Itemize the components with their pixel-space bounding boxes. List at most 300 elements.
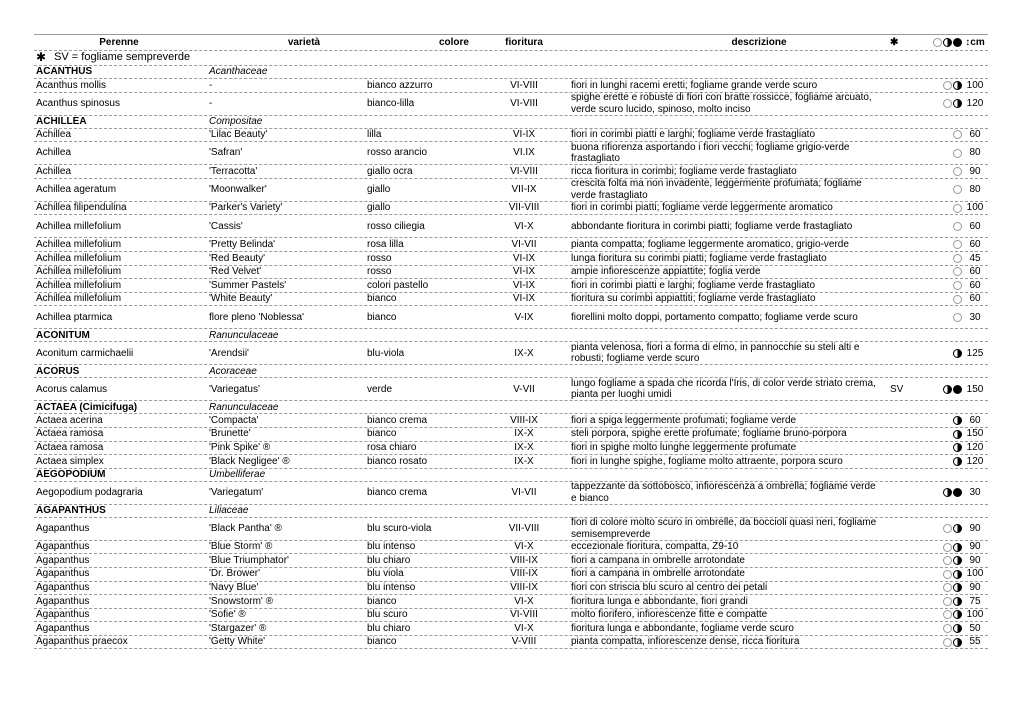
- variety: 'Snowstorm' ®: [209, 595, 273, 607]
- evergreen-flag: [890, 179, 910, 201]
- variety: 'Parker's Variety': [209, 202, 283, 214]
- full-sun-icon: [953, 204, 962, 213]
- table-body: [34, 66, 988, 649]
- flower-color: rosa chiaro: [367, 442, 417, 454]
- plant-name: Aconitum carmichaelii: [36, 347, 134, 359]
- flower-color: bianco-lilla: [367, 97, 415, 109]
- table-row: [34, 215, 988, 238]
- table-row: [34, 165, 988, 179]
- full-shade-icon: [953, 488, 962, 497]
- exposure-icons: [912, 293, 964, 306]
- height-cm: 90: [969, 165, 981, 177]
- description: fioritura su corimbi appiattiti; fogliame verde frastagliato: [571, 293, 816, 305]
- bloom-period: V-VIII: [511, 636, 537, 648]
- bloom-period: VI-VIII: [510, 79, 538, 91]
- plant-name: Actaea ramosa: [36, 442, 104, 454]
- bloom-period: VI.IX: [513, 147, 535, 159]
- height-cm: 60: [969, 266, 981, 278]
- height-cm: 60: [969, 279, 981, 291]
- variety: 'Dr. Brower': [209, 568, 261, 580]
- plant-name: Achillea: [36, 165, 72, 177]
- plant-name: Agapanthus: [36, 622, 90, 634]
- evergreen-flag: [890, 306, 910, 328]
- evergreen-flag: [890, 622, 910, 635]
- variety: 'Variegatus': [209, 383, 260, 395]
- full-sun-icon: [943, 624, 952, 633]
- exposure-icons: [912, 252, 964, 265]
- description: fiori in corimbi piatti e larghi; fogliame verde frastagliato: [571, 279, 815, 291]
- evergreen-flag: [890, 595, 910, 608]
- family-name: ACANTHUS: [36, 66, 93, 78]
- family-name: ACTAEA (Cimicifuga): [36, 401, 138, 413]
- family-name: AGAPANTHUS: [36, 504, 106, 516]
- family-botanical: Ranunculaceae: [209, 401, 279, 413]
- half-shade-icon: [943, 385, 952, 394]
- full-sun-icon: [933, 38, 942, 47]
- variety: 'Summer Pastels': [209, 279, 287, 291]
- bloom-period: V-VII: [513, 383, 535, 395]
- table-row: [34, 582, 988, 596]
- family-botanical: Umbelliferae: [209, 468, 266, 480]
- evergreen-flag: [890, 202, 910, 215]
- height-cm: 90: [969, 554, 981, 566]
- description: fiori con striscia blu scuro al centro dei petali: [571, 582, 768, 594]
- bloom-period: VI-IX: [512, 129, 536, 141]
- exposure-icons: [912, 554, 964, 567]
- header-height-cm: ↕cm: [965, 36, 985, 48]
- variety: flore pleno 'Noblessa': [209, 311, 304, 323]
- full-sun-icon: [953, 167, 962, 176]
- exposure-icons: [912, 568, 964, 581]
- evergreen-flag: [890, 342, 910, 364]
- table-row: [34, 609, 988, 623]
- height-cm: 100: [966, 202, 984, 214]
- table-row: [34, 202, 988, 216]
- table-row: [34, 279, 988, 293]
- family-row: [34, 469, 988, 482]
- plant-name: Achillea ageratum: [36, 184, 117, 196]
- plant-name: Achillea millefolium: [36, 238, 122, 250]
- evergreen-flag: SV: [890, 383, 904, 395]
- half-shade-icon: [953, 81, 962, 90]
- flower-color: blu-viola: [367, 347, 405, 359]
- full-shade-icon: [953, 38, 962, 47]
- flower-color: colori pastello: [367, 279, 429, 291]
- plant-name: Actaea simplex: [36, 455, 104, 467]
- table-row: [34, 595, 988, 609]
- exposure-icons: [912, 636, 964, 649]
- flower-color: rosso: [367, 252, 392, 264]
- evergreen-flag: [890, 215, 910, 237]
- height-cm: 30: [969, 486, 981, 498]
- bloom-period: VIII-IX: [510, 582, 538, 594]
- plant-name: Achillea millefolium: [36, 279, 122, 291]
- full-sun-icon: [943, 99, 952, 108]
- plant-name: Achillea millefolium: [36, 220, 122, 232]
- exposure-icons: [912, 582, 964, 595]
- variety: 'Safran': [209, 147, 243, 159]
- table-row: [34, 428, 988, 442]
- flower-color: rosa lilla: [367, 238, 404, 250]
- exposure-icons: [912, 455, 964, 468]
- plant-name: Agapanthus: [36, 595, 90, 607]
- table-row: [34, 93, 988, 116]
- bloom-period: VI-IX: [512, 252, 536, 264]
- variety: 'Pink Spike' ®: [209, 442, 271, 454]
- bloom-period: VIII-IX: [510, 554, 538, 566]
- flower-color: bianco: [367, 636, 397, 648]
- bloom-period: VI-VII: [511, 238, 537, 250]
- flower-color: lilla: [367, 129, 382, 141]
- evergreen-flag: [890, 582, 910, 595]
- variety: 'Blue Triumphator': [209, 554, 289, 566]
- flower-color: blu intenso: [367, 582, 416, 594]
- flower-color: bianco: [367, 311, 397, 323]
- evergreen-flag: [890, 293, 910, 306]
- evergreen-flag: [890, 636, 910, 649]
- family-name: ACORUS: [36, 365, 80, 377]
- full-sun-icon: [943, 638, 952, 647]
- plant-name: Achillea millefolium: [36, 252, 122, 264]
- exposure-icons: [912, 482, 964, 504]
- flower-color: bianco: [367, 428, 397, 440]
- flower-color: blu viola: [367, 568, 404, 580]
- description: lunga fioritura su corimbi piatti; fogliame verde frastagliato: [571, 252, 827, 264]
- exposure-icons: [912, 622, 964, 635]
- flower-color: giallo: [367, 184, 391, 196]
- full-sun-icon: [953, 149, 962, 158]
- exposure-icons: [912, 129, 964, 142]
- height-cm: 45: [969, 252, 981, 264]
- family-name: ACHILLEA: [36, 115, 87, 127]
- half-shade-icon: [953, 543, 962, 552]
- bloom-period: VIII-IX: [510, 568, 538, 580]
- variety: 'Cassis': [209, 220, 243, 232]
- height-cm: 75: [969, 595, 981, 607]
- half-shade-icon: [953, 556, 962, 565]
- plant-name: Actaea acerina: [36, 414, 103, 426]
- family-row: [34, 66, 988, 79]
- half-shade-icon: [953, 624, 962, 633]
- description: steli porpora, spighe erette profumate; fogliame bruno-porpora: [571, 428, 847, 440]
- description: fiorellini molto doppi, portamento compatto; fogliame verde scuro: [571, 311, 858, 323]
- table-row: [34, 568, 988, 582]
- description: fiori in corimbi piatti; fogliame verde leggermente aromatico: [571, 202, 833, 214]
- evergreen-flag: [890, 266, 910, 279]
- half-shade-icon: [953, 570, 962, 579]
- height-cm: 150: [966, 383, 984, 395]
- table-row: [34, 541, 988, 555]
- exposure-icons: [912, 202, 964, 215]
- bloom-period: VI-IX: [512, 279, 536, 291]
- family-botanical: Acoraceae: [209, 365, 257, 377]
- evergreen-flag: [890, 568, 910, 581]
- flower-color: blu scuro-viola: [367, 522, 432, 534]
- variety: 'Blue Storm' ®: [209, 541, 273, 553]
- half-shade-icon: [953, 457, 962, 466]
- legend-row: [34, 51, 988, 66]
- variety: 'Red Beauty': [209, 252, 266, 264]
- full-sun-icon: [953, 254, 962, 263]
- height-cm: 90: [969, 541, 981, 553]
- plant-catalog-table: [34, 34, 988, 649]
- plant-name: Achillea millefolium: [36, 293, 122, 305]
- evergreen-flag: [890, 414, 910, 427]
- flower-color: giallo: [367, 202, 391, 214]
- family-row: [34, 365, 988, 378]
- table-row: [34, 238, 988, 252]
- legend: [36, 51, 436, 65]
- half-shade-icon: [953, 430, 962, 439]
- flower-color: rosso arancio: [367, 147, 428, 159]
- plant-name: Achillea: [36, 129, 72, 141]
- table-row: [34, 622, 988, 636]
- variety: 'Terracotta': [209, 165, 258, 177]
- half-shade-icon: [943, 488, 952, 497]
- bloom-period: VI-VIII: [510, 609, 538, 621]
- evergreen-header-icon: ✱: [890, 36, 899, 48]
- evergreen-flag: [890, 165, 910, 178]
- variety: 'Black Negligee' ®: [209, 455, 290, 467]
- full-sun-icon: [953, 267, 962, 276]
- full-sun-icon: [943, 583, 952, 592]
- plant-name: Agapanthus: [36, 522, 90, 534]
- full-sun-icon: [953, 281, 962, 290]
- description: buona rifiorenza asportando i fiori vecchi; fogliame grigio-verde frastagliato: [571, 141, 850, 165]
- table-row: [34, 266, 988, 280]
- exposure-icons: [912, 79, 964, 92]
- height-cm: 90: [969, 582, 981, 594]
- plant-name: Achillea: [36, 147, 72, 159]
- variety: 'Variegatum': [209, 486, 264, 498]
- exposure-icons: [912, 595, 964, 608]
- bloom-period: VI-VII: [511, 486, 537, 498]
- bloom-period: VI-X: [514, 595, 534, 607]
- bloom-period: VII-VIII: [508, 522, 540, 534]
- height-cm: 90: [969, 522, 981, 534]
- table-header: [34, 34, 988, 51]
- full-sun-icon: [943, 524, 952, 533]
- height-cm: 60: [969, 238, 981, 250]
- description: pianta compatta; fogliame leggermente aromatico, grigio-verde: [571, 238, 849, 250]
- flower-color: rosso ciliegia: [367, 220, 425, 232]
- flower-color: bianco crema: [367, 414, 428, 426]
- exposure-icons: [912, 414, 964, 427]
- evergreen-flag: [890, 442, 910, 455]
- variety: 'Moonwalker': [209, 184, 267, 196]
- height-cm: 80: [969, 147, 981, 159]
- evergreen-flag: [890, 455, 910, 468]
- variety: 'Arendsii': [209, 347, 249, 359]
- full-sun-icon: [953, 222, 962, 231]
- plant-name: Achillea ptarmica: [36, 311, 113, 323]
- family-botanical: Liliaceae: [209, 504, 249, 516]
- variety: 'Red Velvet': [209, 266, 262, 278]
- height-cm: 120: [966, 97, 984, 109]
- height-cm: 120: [966, 442, 984, 454]
- family-row: [34, 401, 988, 414]
- bloom-period: VI-X: [514, 622, 534, 634]
- family-botanical: Compositae: [209, 115, 263, 127]
- description: fioritura lunga e abbondante, fiori grandi: [571, 595, 748, 607]
- plant-name: Acorus calamus: [36, 383, 108, 395]
- family-row: [34, 505, 988, 518]
- flower-color: bianco: [367, 595, 397, 607]
- full-sun-icon: [943, 81, 952, 90]
- variety: 'Sofie' ®: [209, 609, 246, 621]
- full-shade-icon: [953, 385, 962, 394]
- description: fiori a campana in ombrelle arrotondate: [571, 554, 745, 566]
- half-shade-icon: [953, 524, 962, 533]
- description: spighe erette e robuste di fiori con bratte rossicce, fogliame arcuato, verde scuro lucido, spinoso, molto inciso: [571, 92, 872, 115]
- description: eccezionale fioritura, compatta, Z9-10: [571, 541, 739, 553]
- table-row: [34, 306, 988, 329]
- description: fiori a campana in ombrelle arrotondate: [571, 568, 745, 580]
- header-perenne: Perenne: [99, 36, 139, 48]
- half-shade-icon: [953, 583, 962, 592]
- full-sun-icon: [953, 295, 962, 304]
- exposure-header-icons: [912, 35, 964, 50]
- height-cm: 55: [969, 636, 981, 648]
- exposure-icons: [912, 279, 964, 292]
- evergreen-flag: [890, 609, 910, 622]
- table-row: [34, 79, 988, 93]
- height-cm: 100: [966, 609, 984, 621]
- evergreen-flag: [890, 93, 910, 115]
- exposure-icons: [912, 179, 964, 201]
- half-shade-icon: [953, 597, 962, 606]
- flower-color: blu chiaro: [367, 622, 411, 634]
- height-cm: 60: [969, 414, 981, 426]
- variety: 'Compacta': [209, 414, 259, 426]
- exposure-icons: [912, 165, 964, 178]
- bloom-period: VI-VIII: [510, 97, 538, 109]
- variety: 'Getty White': [209, 636, 266, 648]
- plant-name: Agapanthus: [36, 568, 90, 580]
- full-sun-icon: [943, 597, 952, 606]
- legend-text: SV = fogliame sempreverde: [54, 51, 191, 64]
- height-cm: 100: [966, 79, 984, 91]
- height-cm: 120: [966, 455, 984, 467]
- table-row: [34, 342, 988, 365]
- flower-color: giallo ocra: [367, 165, 413, 177]
- description: fiori in corimbi piatti e larghi; fogliame verde frastagliato: [571, 129, 815, 141]
- flower-color: blu chiaro: [367, 554, 411, 566]
- bloom-period: V-IX: [514, 311, 534, 323]
- half-shade-icon: [953, 638, 962, 647]
- half-shade-icon: [953, 610, 962, 619]
- flower-color: blu intenso: [367, 541, 416, 553]
- plant-name: Acanthus mollis: [36, 79, 107, 91]
- full-sun-icon: [943, 556, 952, 565]
- variety: 'Pretty Belinda': [209, 238, 276, 250]
- description: pianta velenosa, fiori a forma di elmo, in pannocchie su steli alti e robusti; fogliame verde scuro: [571, 341, 860, 365]
- height-cm: 60: [969, 129, 981, 141]
- plant-name: Agapanthus praecox: [36, 636, 128, 648]
- half-shade-icon: [953, 349, 962, 358]
- description: abbondante fioritura in corimbi piatti; fogliame verde frastagliato: [571, 220, 853, 232]
- flower-color: bianco: [367, 293, 397, 305]
- half-shade-icon: [953, 99, 962, 108]
- evergreen-flag: [890, 129, 910, 142]
- flower-color: bianco rosato: [367, 455, 428, 467]
- bloom-period: VI-X: [514, 541, 534, 553]
- bloom-period: VIII-IX: [510, 414, 538, 426]
- bloom-period: VI-VIII: [510, 165, 538, 177]
- half-shade-icon: [943, 38, 952, 47]
- flower-color: blu scuro: [367, 609, 408, 621]
- height-cm: 50: [969, 622, 981, 634]
- plant-name: Acanthus spinosus: [36, 97, 120, 109]
- evergreen-flag: [890, 252, 910, 265]
- table-row: [34, 455, 988, 469]
- header-descrizione: descrizione: [731, 36, 787, 48]
- half-shade-icon: [953, 443, 962, 452]
- height-cm: 60: [969, 293, 981, 305]
- description: crescita folta ma non invadente, leggermente profumata; fogliame verde frastagliato: [571, 178, 862, 201]
- plant-name: Achillea filipendulina: [36, 202, 127, 214]
- table-row: [34, 252, 988, 266]
- exposure-icons: [912, 541, 964, 554]
- height-cm: 80: [969, 184, 981, 196]
- evergreen-flag: [890, 554, 910, 567]
- bloom-period: IX-X: [514, 455, 534, 467]
- table-row: [34, 378, 988, 401]
- exposure-icons: [912, 306, 964, 328]
- evergreen-flag: [890, 518, 910, 540]
- flower-color: verde: [367, 383, 393, 395]
- description: fioritura lunga e abbondante, fogliame verde scuro: [571, 622, 794, 634]
- variety: -: [209, 97, 213, 109]
- exposure-icons: [912, 215, 964, 237]
- table-row: [34, 518, 988, 541]
- table-row: [34, 142, 988, 165]
- full-sun-icon: [943, 610, 952, 619]
- full-sun-icon: [943, 570, 952, 579]
- description: pianta compatta, infiorescenze dense, ricca fioritura: [571, 636, 800, 648]
- variety: 'Black Pantha' ®: [209, 522, 282, 534]
- table-row: [34, 636, 988, 650]
- evergreen-legend-icon: ✱: [36, 50, 47, 65]
- plant-name: Agapanthus: [36, 609, 90, 621]
- plant-name: Agapanthus: [36, 582, 90, 594]
- full-sun-icon: [943, 543, 952, 552]
- plant-name: Actaea ramosa: [36, 428, 104, 440]
- evergreen-flag: [890, 541, 910, 554]
- exposure-icons: [912, 342, 964, 364]
- header-colore: colore: [438, 36, 469, 48]
- variety: -: [209, 79, 213, 91]
- bloom-period: VII-IX: [511, 184, 537, 196]
- family-botanical: Acanthaceae: [209, 66, 268, 78]
- full-sun-icon: [953, 240, 962, 249]
- exposure-icons: [912, 442, 964, 455]
- description: ricca fioritura in corimbi; fogliame verde frastagliato: [571, 165, 797, 177]
- bloom-period: VI-X: [514, 220, 534, 232]
- plant-name: Agapanthus: [36, 554, 90, 566]
- exposure-icons: [912, 238, 964, 251]
- header-varieta: varietà: [287, 36, 321, 48]
- height-cm: 60: [969, 220, 981, 232]
- flower-color: bianco azzurro: [367, 79, 433, 91]
- bloom-period: IX-X: [514, 347, 534, 359]
- height-cm: 30: [969, 311, 981, 323]
- table-row: [34, 482, 988, 505]
- family-row: [34, 116, 988, 129]
- evergreen-flag: [890, 79, 910, 92]
- evergreen-flag: [890, 238, 910, 251]
- evergreen-flag: [890, 142, 910, 164]
